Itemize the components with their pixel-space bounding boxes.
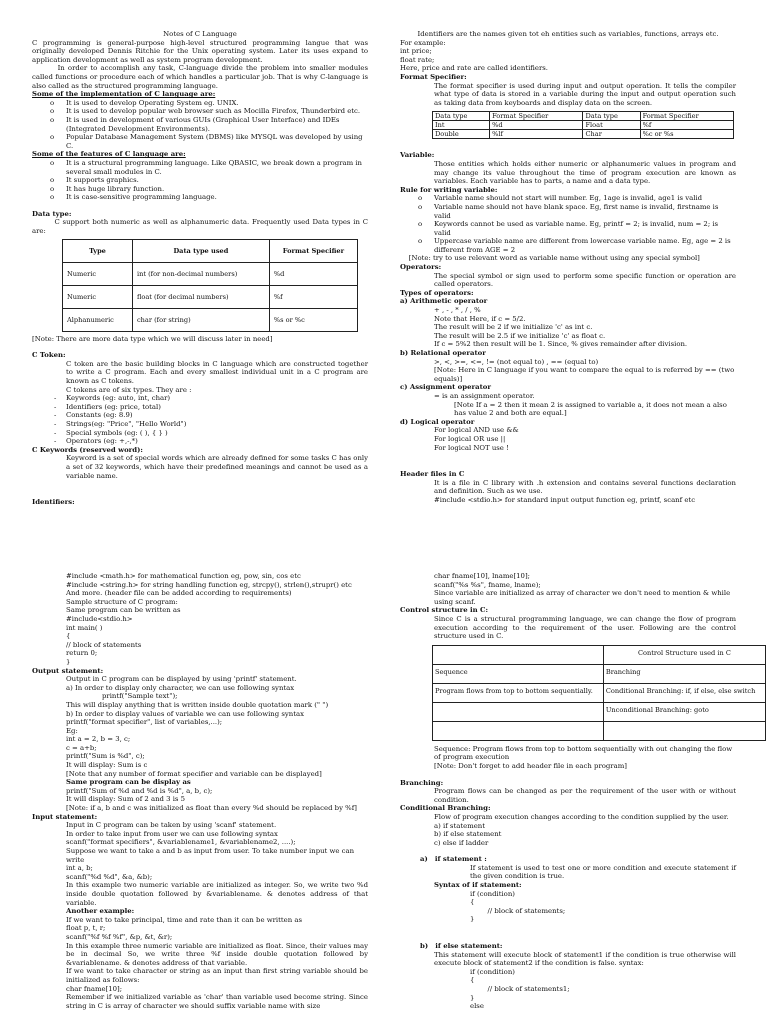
section-heading: Format Specifier:	[400, 72, 467, 81]
text-line: C programming is general-purpose high-level structured programming langue that was originally developed Dennis Ritchie for the Unix operating system. Later its uses expand to application development as well as system program development.	[32, 38, 371, 64]
text-line: b) In order to display values of variable we can use following syntax	[66, 709, 304, 718]
text-line: char fname[10], lname[10];	[434, 572, 530, 580]
text-line: + , - , * , / , %	[434, 306, 481, 315]
text-line: int a, b;	[66, 864, 93, 873]
text-line: c = a+b;	[66, 743, 97, 752]
text-line: [Note If a = 2 then it mean 2 is assigned to variable a, it does not mean a also has value 2 and both are equal.]	[454, 400, 730, 418]
text-line: o Variable name should not have blank space. Eg, first name is invalid, firstname is valid	[400, 203, 736, 220]
text-line: For logical AND use &&	[434, 426, 519, 435]
text-line: - Keywords (eg: auto, int, char)	[32, 394, 368, 403]
text-line: The format specifier is used during input and output operation. It tells the compiler what type of data is stored in a variable during the input and output operation such as taking data from keyboards and display data on the screen.	[434, 81, 739, 107]
table-header-cell: Data type	[583, 112, 640, 121]
table-cell: %c or %s	[640, 130, 733, 139]
table-cell: %lf	[490, 130, 583, 139]
table-cell: %s or %c	[269, 308, 357, 331]
section-heading: d) Logical operator	[400, 417, 475, 426]
text-line: c) else if ladder	[434, 838, 489, 847]
section-heading: a) Arithmetic operator	[400, 297, 488, 306]
text-line: Sequence: Program flows from top to bottom sequentially with out changing the flow of program execution	[434, 744, 735, 762]
section-heading: Operators:	[400, 263, 442, 272]
table-cell: Alphanumeric	[63, 308, 133, 331]
text-line: o It is used to develop popular web browser such as Mocilla Firefox, Thunderbird etc.	[32, 107, 368, 116]
text-line: C support both numeric as well as alphanumeric data. Frequently used Data types in C are:	[32, 218, 371, 236]
document-page-2	[0, 512, 768, 1024]
table-cell: %f	[640, 121, 733, 130]
text-line: - Special symbols (eg: ( ), { } )	[32, 429, 368, 438]
section-heading: Header files in C	[400, 470, 465, 479]
section-heading: Rule for writing variable:	[400, 185, 498, 194]
text-line: o It has huge library function.	[32, 185, 368, 194]
text-line: #include <stdio.h> for standard input output function eg, printf, scanf etc	[434, 495, 696, 504]
text-line: The result will be 2.5 if we initialize 'c' as float c.	[434, 331, 606, 340]
text-line: Eg:	[66, 726, 78, 735]
table-row	[433, 702, 766, 721]
table-cell: Unconditional Branching: goto	[603, 702, 765, 721]
text-line: int main( )	[66, 623, 103, 632]
section-heading: Another example:	[66, 907, 135, 916]
table-cell: %f	[269, 285, 357, 308]
section-heading: Control structure in C:	[400, 606, 489, 615]
section-heading: a) if statement :	[420, 855, 487, 864]
text-line: printf("Sum is %d", c);	[66, 752, 145, 761]
text-line: In order to take input from user we can use following syntax	[66, 829, 278, 838]
table-header-cell: Format Specifier	[640, 112, 733, 121]
text-line: This will display anything that is written inside double quotation mark (" ")	[66, 700, 329, 709]
text-line: o Variable name should not start will number. Eg, 1age is invalid, age1 is valid	[400, 194, 736, 203]
text-line: if (condition)	[470, 889, 515, 898]
text-line: // block of statements1;	[470, 985, 570, 993]
section-heading: C Token:	[32, 351, 66, 360]
table-title-cell: Control Structure used in C	[603, 645, 765, 664]
section-heading: b) Relational operator	[400, 349, 486, 357]
table-cell: char (for string)	[132, 308, 269, 331]
text-line: #include <string.h> for string handling function eg, strcpy(), strlen(),strupr() etc	[66, 580, 352, 589]
text-line: [Note: Don't forget to add header file in each program]	[434, 761, 627, 770]
text-line: #include <math.h> for mathematical function eg, pow, sin, cos etc	[66, 572, 301, 580]
format-specifier-table	[432, 111, 734, 139]
table-header-cell: Format Specifier	[490, 112, 583, 121]
page2-left-column	[32, 572, 371, 1010]
text-line: Suppose we want to take a and b as input from user. To take number input we can write	[66, 847, 357, 864]
text-line: >, <, >=, <=, != (not equal to) , == (equal to)	[434, 357, 599, 366]
table-row	[433, 121, 734, 130]
section-heading: b) if else statement:	[420, 942, 503, 951]
text-line: o It is used in development of various GUIs (Graphical User Interface) and IDEs (Integrated Development Environments).	[32, 116, 368, 133]
table-row	[63, 308, 358, 331]
text-line: o It is case-sensitive programming language.	[32, 193, 368, 202]
table-cell: Numeric	[63, 285, 133, 308]
table-cell: Double	[433, 130, 490, 139]
text-line: Here, price and rate are called identifiers.	[400, 64, 548, 73]
section-heading: Types of operators:	[400, 288, 474, 297]
table-cell: Program flows from top to bottom sequentially.	[433, 683, 604, 702]
text-line	[400, 924, 736, 942]
text-line: And more. (header file can be added according to requirements)	[66, 589, 292, 598]
text-line: [Note: There are more data type which we will discuss later in need]	[32, 334, 273, 343]
text-line: Keyword is a set of special words which are already defined for some tasks C has only a set of 32 keywords, which have their predefined meanings and cannot be used as a variable name.	[66, 454, 371, 480]
table-cell	[603, 721, 765, 740]
table-cell: %d	[269, 262, 357, 285]
text-line: a) if statement	[434, 821, 486, 830]
text-line: For example:	[400, 38, 446, 47]
text-line: // block of statements;	[470, 906, 566, 915]
text-line: printf("Sum of %d and %d is %d", a, b, c);	[66, 786, 213, 795]
table-cell: int (for non-decimal numbers)	[132, 262, 269, 285]
text-line: o Popular Database Management System (DBMS) like MYSQL was developed by using C.	[32, 133, 368, 150]
text-line: It will display: Sum is c	[66, 761, 148, 770]
section-heading: Identifiers:	[32, 498, 75, 507]
table-row	[433, 130, 734, 139]
table-header-row	[433, 112, 734, 121]
table-header-cell: Data type	[433, 112, 490, 121]
text-line: Program flows can be changed as per the requirement of the user with or without condition.	[434, 787, 739, 804]
control-structure-table	[432, 645, 766, 741]
table-cell	[433, 721, 604, 740]
text-line: - Identifiers (eg: price, total)	[32, 403, 368, 412]
text-line: {	[66, 632, 71, 641]
text-line: For logical NOT use !	[434, 443, 509, 452]
text-line: In this example two numeric variable are initialized as integer. So, we write two %d inside double quotation followed by &variablename. & denotes address of that variable.	[66, 881, 371, 907]
text-line: Those entities which holds either numeric or alphanumeric values in program and may change its value throughout the time of program execution are known as variables. Each variable has to parts, a name and a data type.	[434, 159, 739, 186]
text-line: C token are the basic building blocks in C language which are constructed together to write a C program. Each and every smallest individual unit in a C program are known as C tokens.	[66, 359, 371, 386]
section-heading: Input statement:	[32, 812, 98, 821]
text-line: b) if else statement	[434, 830, 502, 839]
section-heading: Some of the features of C language are:	[32, 150, 186, 159]
text-line: Flow of program execution changes according to the condition supplied by the user.	[434, 812, 729, 821]
section-heading: Data type:	[32, 209, 72, 218]
text-line: printf("format specifier", list of variables,...);	[66, 718, 223, 727]
section-heading: Syntax of if statement:	[434, 881, 522, 890]
table-cell: Conditional Branching: if, if else, else switch	[603, 683, 765, 702]
table-header-cell: Format Specifier	[269, 239, 357, 262]
text-line: In order to accomplish any task, C-language divide the problem into smaller modules called functions or procedure each of which handles a particular job. That is why C-language is also called as the structured programming language.	[32, 64, 371, 90]
text-line: Since variable are initialized as array of character we don't need to mention & while using scanf.	[434, 589, 733, 606]
text-line: If we want to take character or string as an input than first string variable should be initialized as follows:	[66, 967, 371, 984]
text-line: Sample structure of C program:	[66, 597, 178, 606]
text-line: a) In order to display only character, we can use following syntax	[66, 683, 295, 692]
table-header-cell: Data type used	[132, 239, 269, 262]
text-line: Same program can be written as	[66, 606, 181, 615]
text-line: If we want to take principal, time and rate than it can be written as	[66, 915, 303, 924]
table-header-cell: Type	[63, 239, 133, 262]
text-line: o Keywords cannot be used as variable name. Eg, printf = 2; is invalid, num = 2; is valid	[400, 220, 736, 237]
text-line: It is a file in C library with .h extension and contains several functions declaration and definition. Such as we use.	[434, 478, 739, 496]
text-line: Remember if we initialized variable as 'char' than variable used become string. Since string in C is array of character we should suffix variable name with size	[66, 993, 371, 1010]
table-cell	[433, 645, 604, 664]
table-row	[433, 664, 766, 683]
text-line	[32, 480, 368, 498]
table-cell: float (for decimal numbers)	[132, 285, 269, 308]
text-line: Input in C program can be taken by using 'scanf' statement.	[66, 821, 277, 830]
text-line	[400, 847, 736, 855]
text-line: return 0;	[66, 649, 98, 658]
text-line: If c = 5%2 then result will be 1. Since, % gives remainder after division.	[434, 340, 688, 349]
table-cell: Int	[433, 121, 490, 130]
text-line: - Operators (eg: +,-,*)	[32, 437, 368, 446]
text-line: C tokens are of six types. They are :	[66, 385, 192, 394]
text-line: scanf("%d %d", &a, &b);	[66, 872, 153, 881]
text-line: o It supports graphics.	[32, 176, 368, 185]
text-line	[32, 343, 368, 351]
text-line: scanf("format specifiers", &variablename1, &variablename2, ....);	[66, 838, 296, 847]
section-heading: Output statement:	[32, 666, 104, 675]
table-header-row	[63, 239, 358, 262]
text-line: printf("Sample text");	[102, 692, 178, 701]
text-line: else	[470, 1002, 484, 1011]
table-row	[63, 285, 358, 308]
table-row	[433, 721, 766, 740]
text-line: For logical OR use ||	[434, 434, 506, 443]
text-line: // block of statements	[66, 640, 142, 649]
table-cell	[433, 702, 604, 721]
text-line: int a = 2, b = 3, c;	[66, 735, 131, 744]
text-line	[400, 771, 736, 779]
page1-left-column	[32, 30, 371, 507]
section-heading: c) Assignment operator	[400, 383, 491, 392]
section-heading: C Keywords (reserved word):	[32, 445, 143, 454]
text-line: o Uppercase variable name are different from lowercase variable name. Eg, age = 2 is different from AGE = 2	[400, 237, 736, 254]
text-line: scanf("%s %s", fname, lname);	[434, 580, 541, 589]
text-line: The result will be 2 if we initialize 'c' as int c.	[434, 323, 593, 332]
text-line: Note that Here, if c = 5/2.	[434, 314, 526, 323]
page1-right-column	[400, 30, 739, 505]
text-line: }	[66, 657, 71, 666]
text-line: scanf("%f %f %f", &p, &t, &r);	[66, 932, 173, 941]
section-heading: Conditional Branching:	[400, 804, 491, 813]
text-line: = is an assignment operator.	[434, 391, 535, 400]
text-line: The special symbol or sign used to perform some specific function or operation are called operators.	[434, 271, 739, 289]
table-cell: Branching	[603, 664, 765, 683]
text-line: Identifiers are the names given tot eh entities such as variables, functions, arrays etc.	[400, 30, 719, 38]
table-cell: Numeric	[63, 262, 133, 285]
text-line: Output in C program can be displayed by using 'printf' statement.	[66, 675, 297, 684]
page2-right-column	[400, 572, 756, 1011]
text-line: {	[470, 898, 475, 907]
text-line: {	[470, 976, 475, 985]
text-line: Since C is a structural programming language, we can change the flow of program execution according to the requirement of the user. Following are the control structure used in C.	[434, 614, 739, 641]
text-line: if (condition)	[470, 967, 515, 976]
text-line: o It is a structural programming language. Like QBASIC, we break down a program in several small modules in C.	[32, 159, 368, 176]
document-title: Notes of C Language	[163, 30, 237, 38]
text-line: }	[470, 993, 475, 1002]
text-line: float rate;	[400, 55, 435, 64]
text-line: o It is used to develop Operating System eg. UNIX.	[32, 99, 368, 108]
text-line: - Strings(eg: "Price", "Hello World")	[32, 420, 368, 429]
text-line: [Note: if a, b and c was initialized as float than every %d should be replaced by %f]	[66, 804, 357, 813]
table-cell: Sequence	[433, 664, 604, 683]
text-line	[32, 202, 368, 210]
text-line: This statement will execute block of statement1 if the condition is true otherwise will execute block of statement2 if the condition is false. syntax:	[434, 950, 739, 968]
section-heading: Some of the implementation of C language are:	[32, 90, 216, 99]
text-line: [Note that any number of format specifier and variable can be displayed]	[66, 769, 322, 778]
section-heading: Variable:	[400, 151, 435, 160]
text-line: If statement is used to test one or more condition and execute statement if the given condition is true.	[470, 863, 739, 881]
table-title-row	[433, 645, 766, 664]
text-line: It will display: Sum of 2 and 3 is 5	[66, 795, 186, 804]
table-cell: %d	[490, 121, 583, 130]
table-row	[433, 683, 766, 702]
text-line: [Note: Here in C language if you want to compare the equal to is referred by == (two equals)]	[434, 366, 737, 383]
data-type-table	[62, 239, 358, 332]
text-line: float p, t, r;	[66, 924, 106, 933]
text-line	[400, 452, 736, 470]
text-line: }	[470, 915, 475, 924]
section-heading: Branching:	[400, 778, 444, 787]
text-line: In this example three numeric variable are initialized as float. Since, their values may be in decimal So, we write three %f inside double quotation followed by &variablename. & denotes address of that variable.	[66, 941, 371, 967]
text-line: - Constants (eg: 8.9)	[32, 411, 368, 420]
table-cell: Float	[583, 121, 640, 130]
text-line: #include<stdio.h>	[66, 614, 133, 623]
text-line: char fname[10];	[66, 984, 123, 993]
text-line	[400, 143, 736, 151]
table-cell: Char	[583, 130, 640, 139]
text-line: int price;	[400, 47, 432, 56]
text-line: [Note: try to use relevant word as variable name without using any special symbol]	[400, 254, 700, 263]
section-heading: Same program can be display as	[66, 778, 191, 787]
table-row	[63, 262, 358, 285]
